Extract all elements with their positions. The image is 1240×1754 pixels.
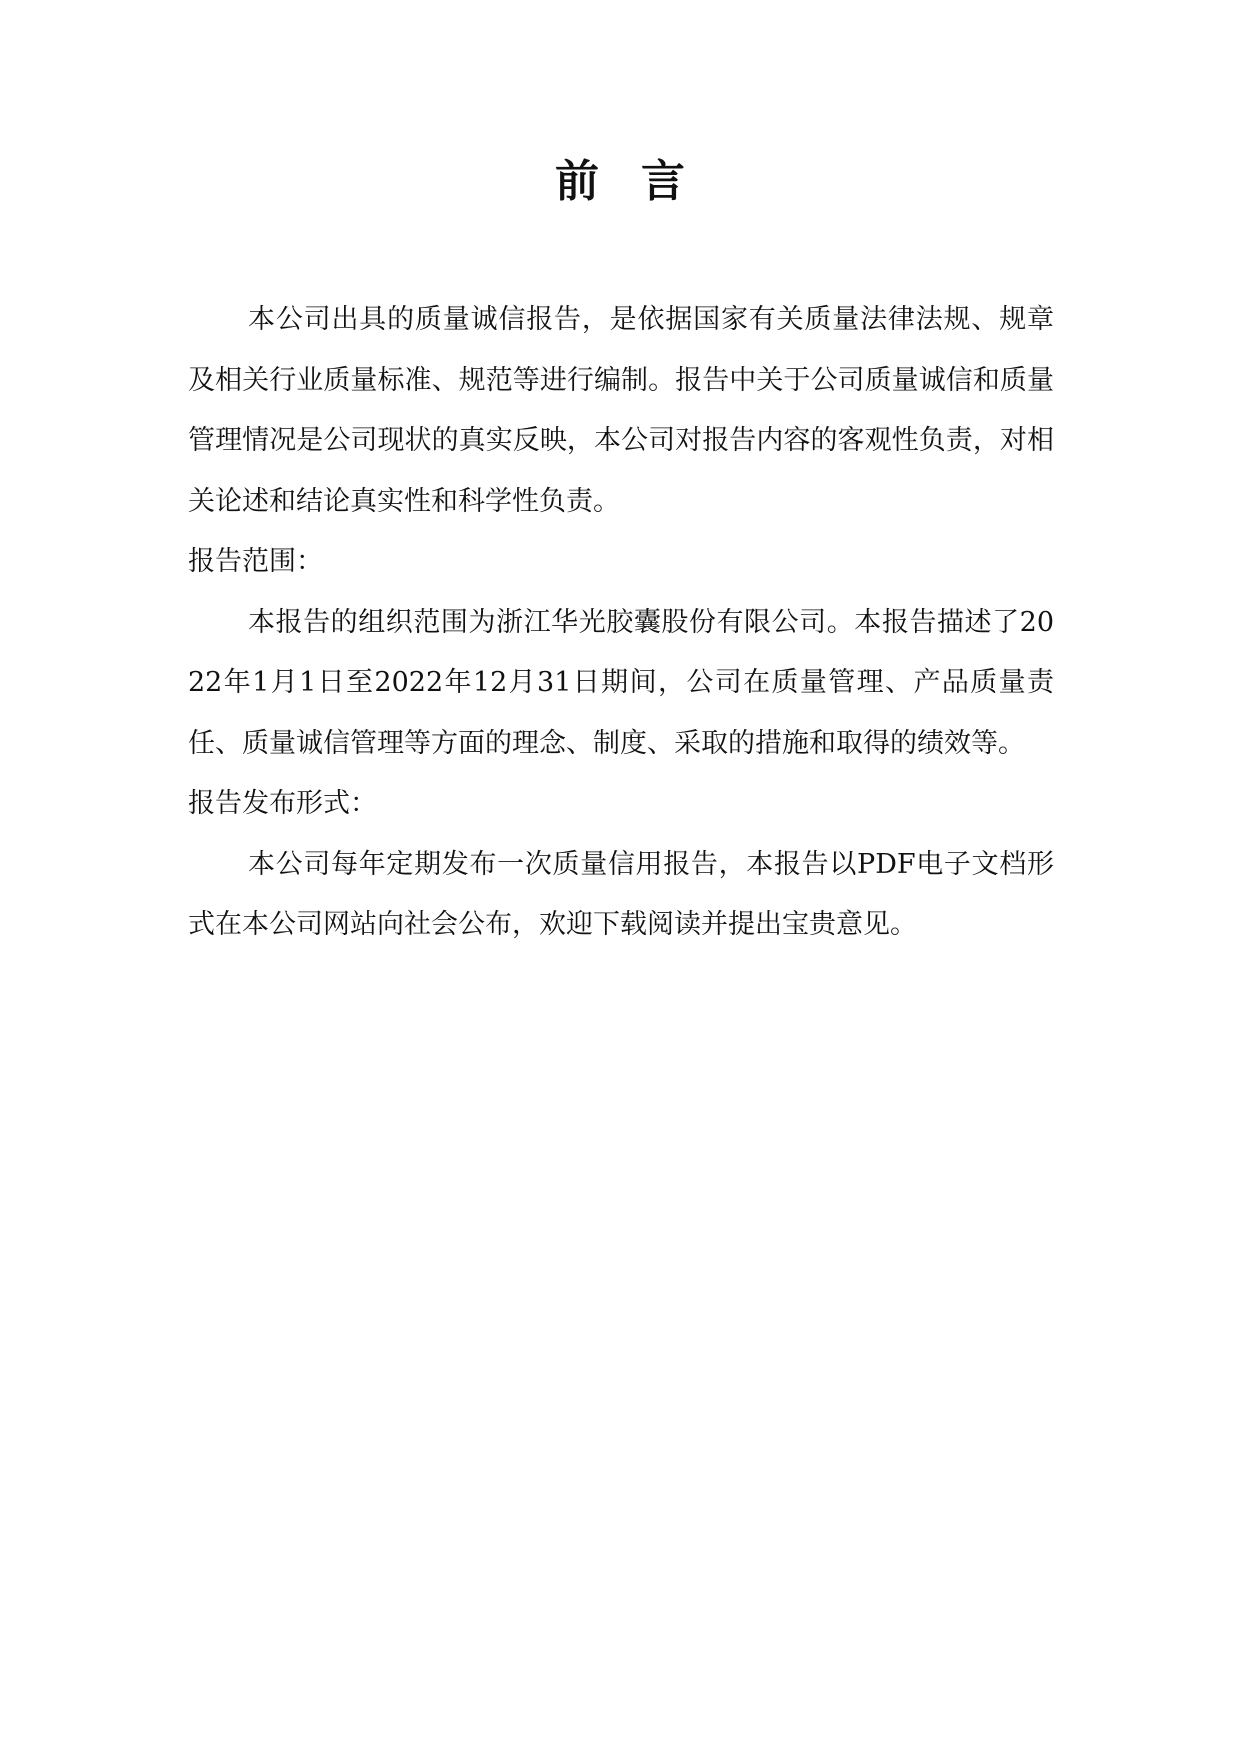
publish-paragraph: 本公司每年定期发布一次质量信用报告，本报告以PDF电子文档形式在本公司网站向社会公布，欢迎下载阅读并提出宝贵意见。 xyxy=(188,848,1054,940)
page-title: 前言 xyxy=(555,156,727,207)
scope-heading: 报告范围： xyxy=(188,546,323,577)
document-body xyxy=(188,290,1054,956)
intro-paragraph: 本公司出具的质量诚信报告，是依据国家有关质量法律法规、规章及相关行业质量标准、规范等进行编制。报告中关于公司质量诚信和质量管理情况是公司现状的真实反映，本公司对报告内容的客观性负责，对相关论述和结论真实性和科学性负责。 xyxy=(188,304,1054,517)
publish-heading: 报告发布形式： xyxy=(188,788,377,819)
scope-paragraph: 本报告的组织范围为浙江华光胶囊股份有限公司。本报告描述了2022年1月1日至2022年12月31日期间，公司在质量管理、产品质量责任、质量诚信管理等方面的理念、制度、采取的措施和取得的绩效等。 xyxy=(188,606,1054,759)
